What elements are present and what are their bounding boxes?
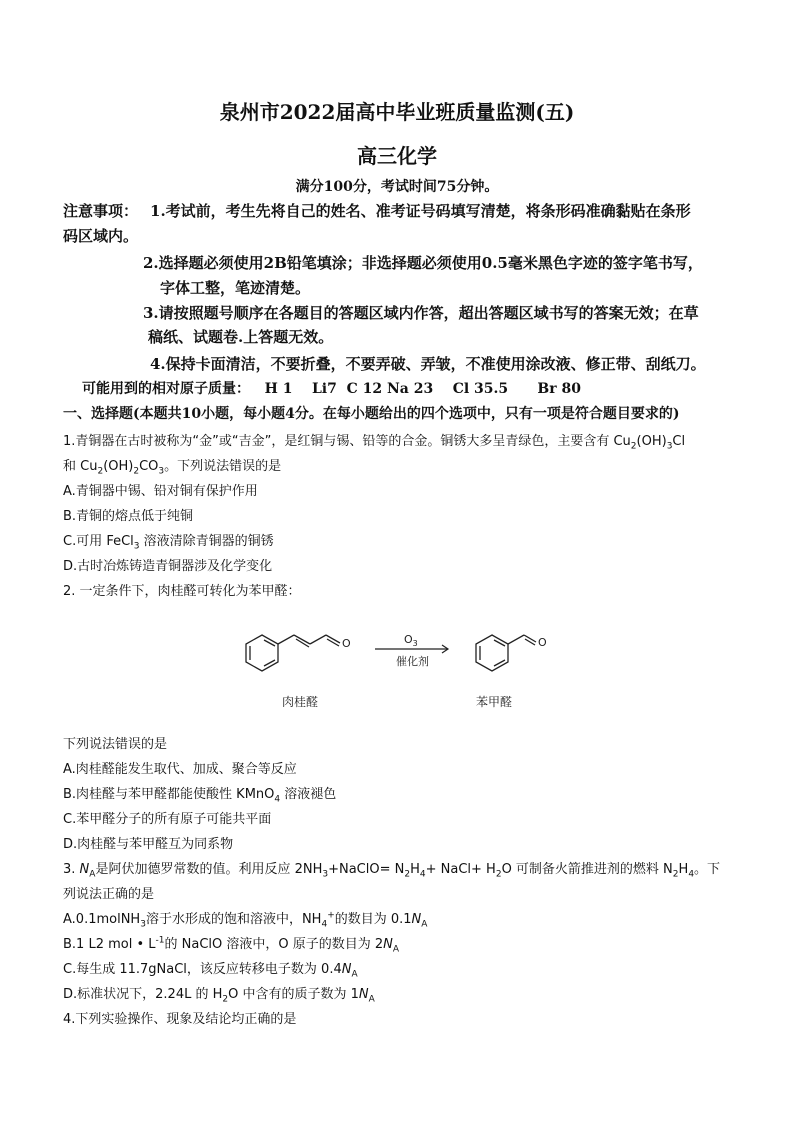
q3-option-c: C.每生成 11.7gNaCl，该反应转移电子数为 $0.4N_A$	[63, 962, 358, 980]
notice-label: 注意事项：	[63, 202, 139, 220]
page-title: 泉州市2022届高中毕业班质量监测(五)	[219, 100, 575, 124]
label-benzaldehyde: 苯甲醛	[476, 695, 513, 709]
q3-option-a: A.0.1molNH$_3$溶于水形成的饱和溶液中，$NH_4^+$的数目为 $0.1N_A$	[63, 910, 428, 930]
page-subtitle: 高三化学	[357, 144, 437, 168]
q3-stem: 3. $N_A$是阿伏加德罗常数的值。利用反应 $2NH_3+NaClO= N_2H_4+$ NaCl+ $H_2O$ 可制备火箭推进剂的燃料 $N_2H_4$。下	[63, 862, 721, 880]
notice-item-4: 4.保持卡面清洁，不要折叠，不要弄破、弄皱，不准使用涂改液、修正带、刮纸刀。	[150, 355, 706, 373]
q2-option-a: A.肉桂醛能发生取代、加成、聚合等反应	[63, 762, 297, 777]
q3-option-d: D.标准状况下，2.24L 的 $H_2O$ 中含有的质子数为 $1N_A$	[63, 987, 375, 1005]
exam-info: 满分100分，考试时间75分钟。	[295, 179, 499, 195]
section-header: 一、选择题(本题共10小题，每小题4分。在每小题给出的四个选项中，只有一项是符合题目要求的)	[63, 406, 680, 422]
q1-option-b: B.青铜的熔点低于纯铜	[63, 509, 194, 524]
q1-option-a: A.青铜器中锡、铅对铜有保护作用	[63, 484, 258, 499]
reagent-label: $O_3$	[404, 633, 418, 648]
q2-ask: 下列说法错误的是	[63, 737, 168, 752]
q2-option-c: C.苯甲醛分子的所有原子可能共平面	[63, 812, 272, 827]
cinnamaldehyde-structure	[246, 635, 340, 671]
q3-option-b: B.1 L2 mol • $L^{-1}$的 NaClO 溶液中，O 原子的数目为 $2N_A$	[63, 935, 400, 955]
q1-option-c: C.可用 FeCl$_3$ 溶液清除青铜器的铜锈	[63, 534, 274, 552]
reaction-arrow	[375, 645, 448, 653]
catalyst-label: 催化剂	[396, 655, 429, 668]
q2-stem: 2. 一定条件下，肉桂醛可转化为苯甲醛：	[63, 584, 301, 599]
benzaldehyde-oxygen: O	[538, 636, 547, 649]
q4-stem: 4.下列实验操作、现象及结论均正确的是	[63, 1012, 297, 1027]
benzaldehyde-structure	[476, 635, 536, 671]
atomic-masses: 可能用到的相对原子质量： H 1 Li7 C 12 Na 23 Cl 35.5 Br 80	[82, 381, 581, 397]
q1-stem-cont: 和 $Cu_2(OH)_2CO_3$。下列说法错误的是	[63, 459, 282, 477]
notice-item-1-cont: 码区域内。	[63, 227, 139, 245]
notice-item-2-cont: 字体工整，笔迹清楚。	[160, 279, 311, 297]
q2-option-b: B.肉桂醛与苯甲醛都能使酸性 KMnO$_4$ 溶液褪色	[63, 787, 337, 805]
notice-item-1: 1.考试前，考生先将自己的姓名、准考证号码填写清楚，将条形码准确黏贴在条形	[150, 202, 691, 220]
label-cinnamaldehyde: 肉桂醛	[282, 695, 319, 709]
notice-item-3-cont: 稿纸、试题卷.上答题无效。	[148, 328, 334, 346]
notice-item-3: 3.请按照题号顺序在各题目的答题区域内作答，超出答题区域书写的答案无效；在草	[143, 304, 699, 322]
q1-stem: 1.青铜器在古时被称为“金”或“吉金”，是红铜与锡、铅等的合金。铜锈大多呈青绿色，主要含有 $Cu_2(OH)_3Cl$	[63, 434, 686, 452]
q3-stem-cont: 列说法正确的是	[63, 887, 155, 902]
q1-option-d: D.古时冶炼铸造青铜器涉及化学变化	[63, 559, 273, 574]
cinnamaldehyde-oxygen: O	[342, 637, 351, 650]
notice-item-2: 2.选择题必须使用2B铅笔填涂；非选择题必须使用0.5毫米黑色字迹的签字笔书写，	[143, 254, 703, 272]
q2-option-d: D.肉桂醛与苯甲醛互为同系物	[63, 837, 234, 852]
reaction-scheme	[230, 615, 570, 715]
